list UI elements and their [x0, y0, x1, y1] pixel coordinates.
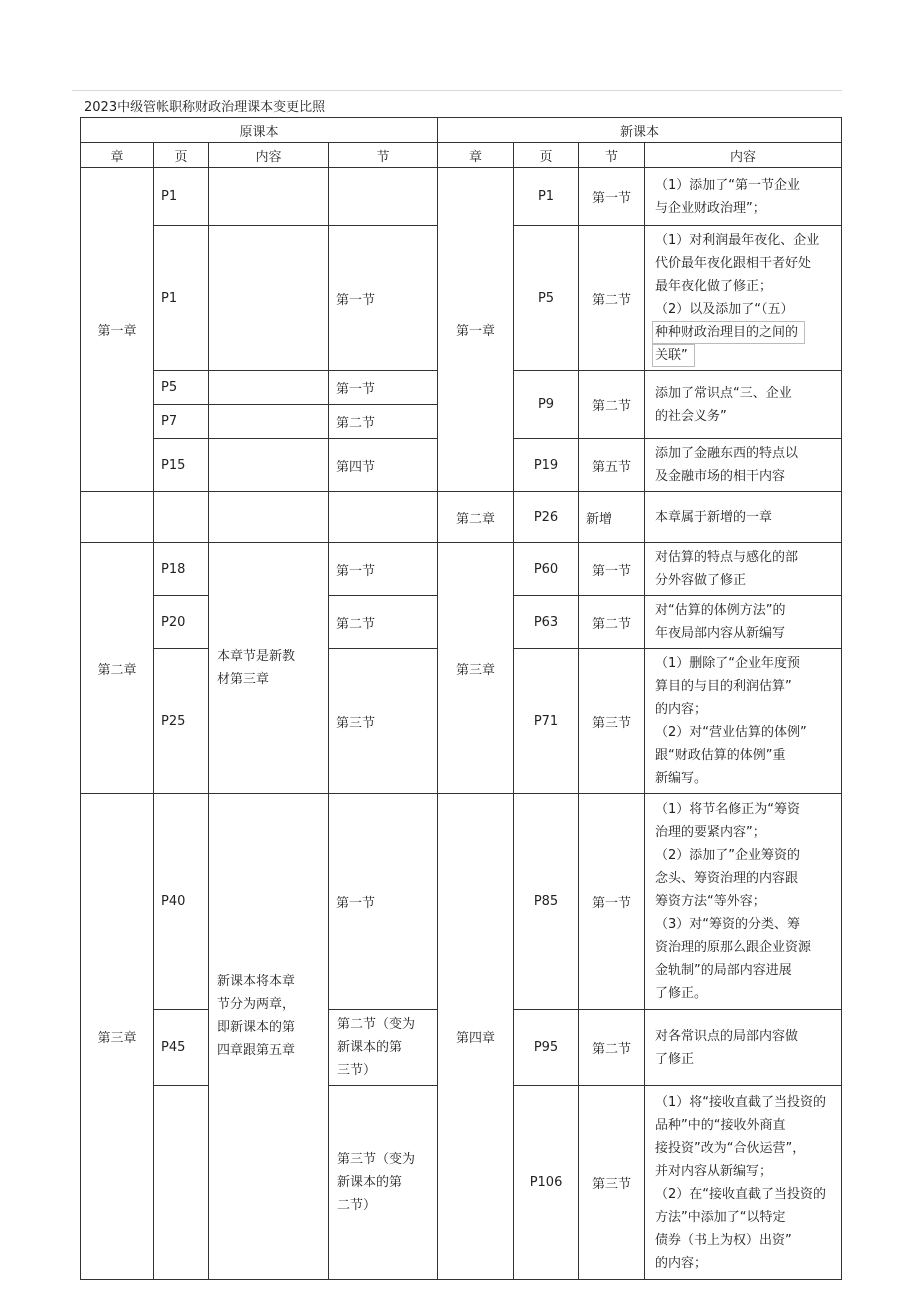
content-line: 节分为两章， — [217, 997, 296, 1012]
new-section-cell: 新增 — [579, 492, 645, 543]
new-section-cell: 第一节 — [579, 794, 645, 1010]
content-line: 分外容做了修正 — [655, 573, 747, 588]
old-content-cell — [209, 371, 329, 405]
old-content-cell — [209, 543, 329, 794]
old-section-cell — [329, 1010, 438, 1086]
old-content-cell — [209, 794, 329, 1280]
content-line: 跟“财政估算的体例”重 — [655, 748, 786, 763]
content-line: 代价最年夜化跟相干者好处 — [655, 256, 812, 271]
old-chapter-cell: 第三章 — [81, 794, 154, 1280]
content-line: 第二节（变为 — [337, 1017, 416, 1032]
content-line: 二节） — [337, 1198, 377, 1213]
new-page-cell: P5 — [514, 226, 579, 371]
new-page-cell: P63 — [514, 596, 579, 649]
content-line: 关联” — [652, 344, 695, 367]
old-page-cell: P25 — [154, 649, 209, 794]
old-page-cell — [154, 492, 209, 543]
new-page-cell: P26 — [514, 492, 579, 543]
old-section-cell — [329, 168, 438, 226]
content-line: 年夜局部内容从新编写 — [655, 626, 786, 641]
old-page-cell: P18 — [154, 543, 209, 596]
content-line: 方法”中添加了“以特定 — [655, 1209, 786, 1225]
old-textbook-header: 原课本 — [81, 118, 438, 143]
table-row — [81, 168, 842, 226]
new-content-cell — [645, 371, 842, 439]
old-content-cell — [209, 226, 329, 371]
content-line: 对各常识点的局部内容做 — [655, 1028, 799, 1044]
content-line: 种种财政治理目的之间的 — [652, 321, 805, 344]
old-chapter-cell — [81, 492, 154, 543]
old-page-cell: P5 — [154, 371, 209, 405]
old-content-cell — [209, 168, 329, 226]
old-page-cell: P20 — [154, 596, 209, 649]
content-line: （3）对“筹资的分类、筹 — [655, 917, 801, 932]
new-section-cell: 第三节 — [579, 1086, 645, 1280]
old-page-cell: P1 — [154, 168, 209, 226]
new-page-cell: P60 — [514, 543, 579, 596]
old-section-cell — [329, 1086, 438, 1280]
content-line: （1）添加了“第一节企业 — [655, 177, 801, 193]
old-section-cell: 第二节 — [329, 596, 438, 649]
content-line: 念头、筹资治理的内容跟 — [655, 871, 799, 886]
old-content-cell — [209, 439, 329, 492]
new-content-cell — [645, 1086, 842, 1280]
comparison-table — [80, 117, 842, 1280]
new-page-cell: P95 — [514, 1010, 579, 1086]
new-content-cell — [645, 543, 842, 596]
old-page-cell: P15 — [154, 439, 209, 492]
new-page-cell: P71 — [514, 649, 579, 794]
new-content-cell — [645, 596, 842, 649]
new-section-cell: 第二节 — [579, 226, 645, 371]
col-header-content: 内容 — [645, 143, 842, 168]
content-line: 的内容； — [655, 1255, 708, 1271]
col-header-chapter: 章 — [81, 143, 154, 168]
new-chapter-cell: 第四章 — [438, 794, 514, 1280]
content-line: 第三节（变为 — [337, 1152, 416, 1167]
old-section-cell: 第一节 — [329, 226, 438, 371]
new-chapter-cell: 第二章 — [438, 492, 514, 543]
content-line: 的内容； — [655, 702, 708, 717]
content-line: （1）删除了“企业年度预 — [655, 656, 801, 671]
col-header-content: 内容 — [209, 143, 329, 168]
content-line: 债券（书上为权）出资” — [655, 1232, 792, 1248]
old-section-cell: 第四节 — [329, 439, 438, 492]
col-header-section: 节 — [329, 143, 438, 168]
content-line: 算目的与目的利润估算” — [655, 679, 792, 694]
content-line: （2）以及添加了“（五） — [655, 302, 794, 317]
content-line: 并对内容从新编写； — [655, 1163, 773, 1179]
content-line: 的社会义务” — [655, 408, 727, 424]
content-line: 与企业财政治理”； — [655, 200, 766, 216]
content-line: 金轨制”的局部内容进展 — [655, 963, 792, 978]
new-content-cell — [645, 794, 842, 1010]
content-line: 三节） — [337, 1063, 377, 1078]
content-line: 材第三章 — [217, 672, 270, 687]
content-line: （1）将节名修正为“筹资 — [655, 802, 801, 817]
old-page-cell: P45 — [154, 1010, 209, 1086]
content-line: 本章节是新教 — [217, 649, 296, 664]
content-line: 治理的要紧内容”； — [655, 825, 766, 840]
table-row — [81, 492, 842, 543]
content-line: 新课本将本章 — [217, 974, 296, 989]
new-content-cell — [645, 649, 842, 794]
old-chapter-cell: 第二章 — [81, 543, 154, 794]
content-line: 品种”中的“接收外商直 — [655, 1117, 786, 1133]
table-row — [81, 794, 842, 1010]
new-content-cell — [645, 168, 842, 226]
content-line: （2）对“营业估算的体例” — [655, 725, 807, 740]
header-row-groups — [81, 118, 842, 143]
content-line: 对“估算的体例方法”的 — [655, 603, 786, 618]
new-section-cell: 第一节 — [579, 168, 645, 226]
content-line: 添加了金融东西的特点以 — [655, 446, 799, 461]
new-content-cell — [645, 439, 842, 492]
table-row — [81, 543, 842, 596]
content-line: 最年夜化做了修正； — [655, 279, 773, 294]
col-header-page: 页 — [514, 143, 579, 168]
new-section-cell: 第二节 — [579, 1010, 645, 1086]
content-line: 接投资”改为“合伙运营”， — [655, 1140, 806, 1156]
content-line: 新课本的第 — [337, 1175, 403, 1190]
old-page-cell: P40 — [154, 794, 209, 1010]
old-section-cell: 第三节 — [329, 649, 438, 794]
content-line: 筹资方法“等外容； — [655, 894, 766, 909]
content-line: （2）在“接收直截了当投资的 — [655, 1186, 827, 1202]
content-line: 对估算的特点与感化的部 — [655, 550, 799, 565]
content-line: 及金融市场的相干内容 — [655, 469, 786, 484]
col-header-chapter: 章 — [438, 143, 514, 168]
new-section-cell: 第二节 — [579, 371, 645, 439]
new-content-cell — [645, 1010, 842, 1086]
old-section-cell: 第一节 — [329, 543, 438, 596]
old-section-cell: 第一节 — [329, 371, 438, 405]
new-page-cell: P1 — [514, 168, 579, 226]
content-line: 了修正。 — [655, 986, 708, 1001]
old-section-cell — [329, 492, 438, 543]
new-page-cell: P106 — [514, 1086, 579, 1280]
content-line: 添加了常识点“三、企业 — [655, 385, 792, 401]
old-content-cell — [209, 492, 329, 543]
content-line: （2）添加了”企业筹资的 — [655, 848, 801, 863]
old-content-cell — [209, 405, 329, 439]
new-content-cell — [645, 226, 842, 371]
new-page-cell: P19 — [514, 439, 579, 492]
new-content-cell: 本章属于新增的一章 — [645, 492, 842, 543]
content-line: 了修正 — [655, 1051, 695, 1067]
content-line: 四章跟第五章 — [217, 1043, 296, 1058]
document-title: 2023中级管帐职称财政治理课本变更比照 — [84, 100, 326, 115]
content-line: 新编写。 — [655, 771, 708, 786]
old-page-cell: P1 — [154, 226, 209, 371]
new-page-cell: P85 — [514, 794, 579, 1010]
new-section-cell: 第一节 — [579, 543, 645, 596]
new-chapter-cell: 第一章 — [438, 168, 514, 492]
content-line: 新课本的第 — [337, 1040, 403, 1055]
new-section-cell: 第二节 — [579, 596, 645, 649]
header-row-columns — [81, 143, 842, 168]
old-section-cell: 第二节 — [329, 405, 438, 439]
page-top-rule — [72, 90, 842, 91]
content-line: （1）将“接收直截了当投资的 — [655, 1094, 827, 1110]
new-chapter-cell: 第三章 — [438, 543, 514, 794]
new-page-cell: P9 — [514, 371, 579, 439]
old-section-cell: 第一节 — [329, 794, 438, 1010]
old-chapter-cell: 第一章 — [81, 168, 154, 492]
old-page-cell — [154, 1086, 209, 1280]
col-header-section: 节 — [579, 143, 645, 168]
col-header-page: 页 — [154, 143, 209, 168]
new-section-cell: 第五节 — [579, 439, 645, 492]
old-page-cell: P7 — [154, 405, 209, 439]
new-section-cell: 第三节 — [579, 649, 645, 794]
content-line: 即新课本的第 — [217, 1020, 296, 1035]
new-textbook-header: 新课本 — [438, 118, 842, 143]
content-line: 资治理的原那么跟企业资源 — [655, 940, 812, 955]
content-line: （1）对利润最年夜化、企业 — [655, 233, 820, 248]
